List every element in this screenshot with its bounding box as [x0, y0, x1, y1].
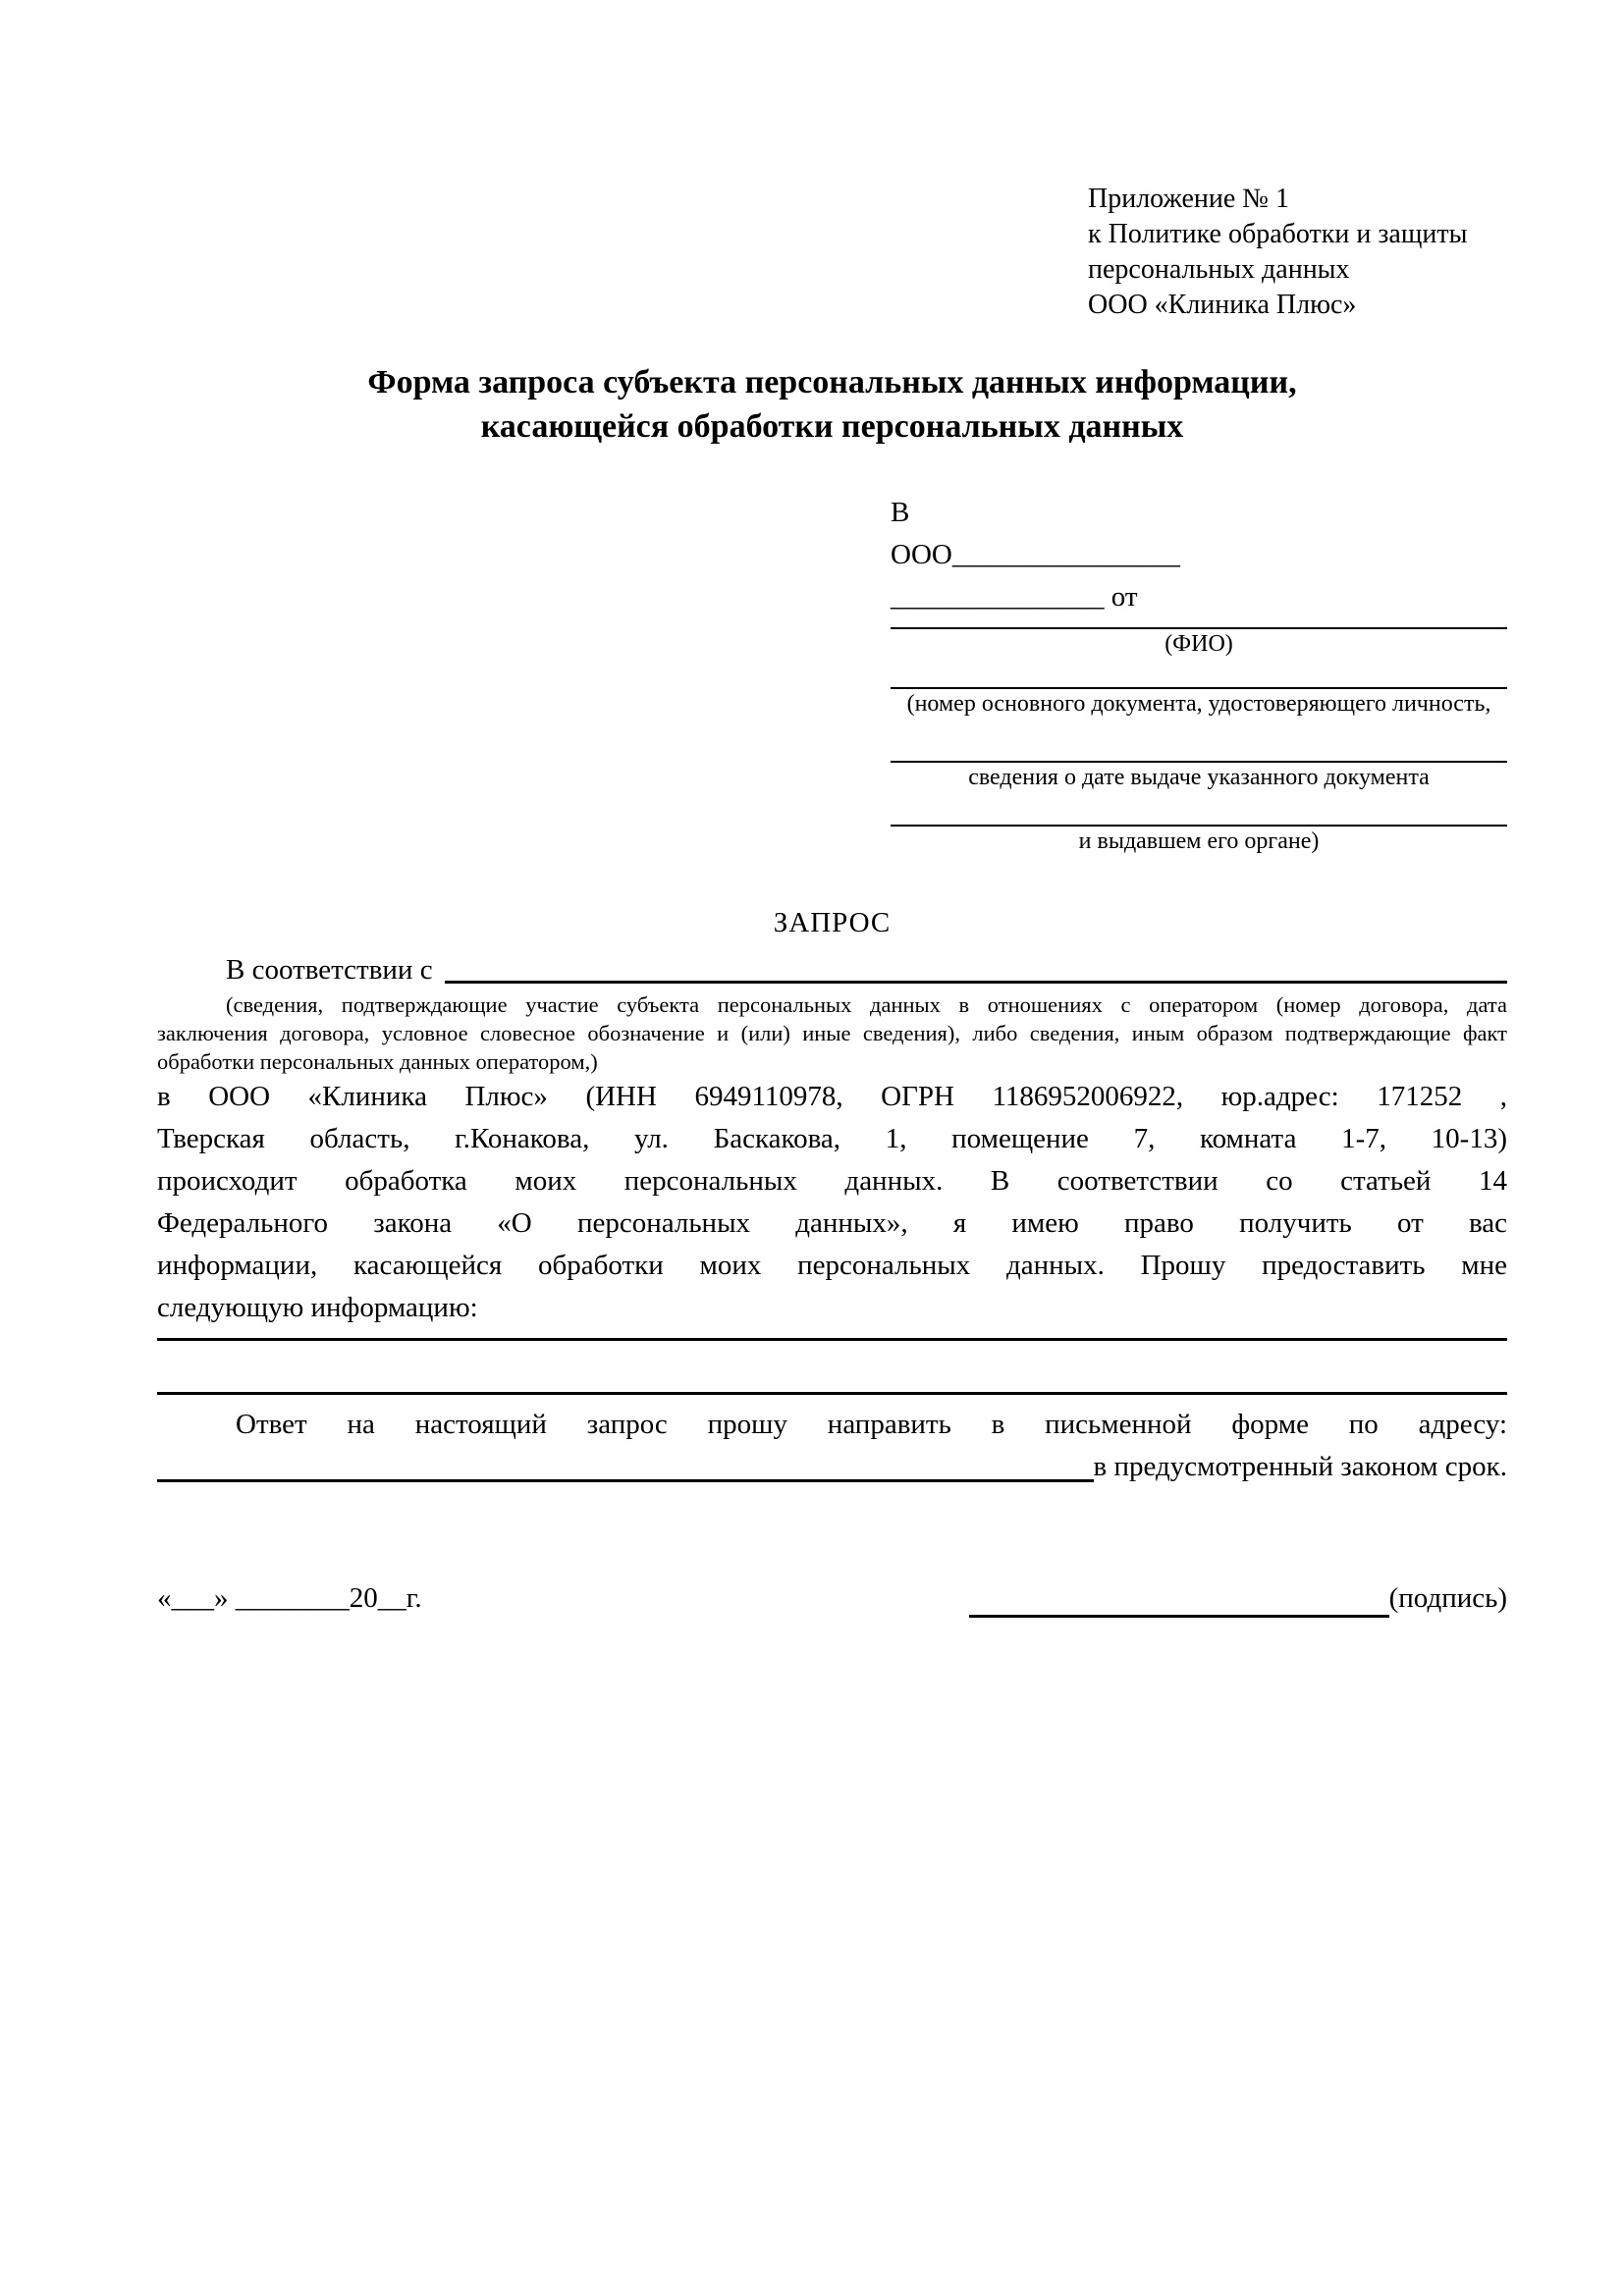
note-line: заключения договора, условное словесное обозначение и (или) иные сведения), либо сведения, иным образом подтверждающие факт — [157, 1021, 1507, 1045]
addressee-block — [891, 492, 1507, 855]
body-paragraph — [157, 1076, 1507, 1329]
body-line: Федерального закона «О персональных данных», я имею право получить от вас — [157, 1207, 1507, 1239]
from-blank-row — [891, 576, 1507, 618]
issuer-blank-line — [891, 791, 1507, 827]
addressee-to-label: В — [891, 497, 910, 528]
request-heading: ЗАПРОС — [773, 907, 892, 938]
issue-date-blank-line — [891, 718, 1507, 763]
note-line: обработки персональных данных оператором,) — [157, 1049, 598, 1074]
reply-address-row — [157, 1445, 1507, 1488]
document-title — [157, 360, 1507, 449]
address-blank-line — [157, 1479, 1094, 1482]
signature-area — [969, 1578, 1507, 1618]
signature-caption: (подпись) — [1388, 1582, 1507, 1614]
note-paragraph — [157, 990, 1507, 1076]
body-line: в ООО «Клиника Плюс» (ИНН 6949110978, ОГРН 1186952006922, юр.адрес: 171252 , — [157, 1081, 1507, 1112]
info-blank-line-1 — [157, 1329, 1507, 1341]
reply-suffix: в предусмотренный законом срок. — [1093, 1451, 1507, 1482]
info-blank-line-2 — [157, 1341, 1507, 1395]
footer-row — [157, 1578, 1507, 1618]
body-line: следующую информацию: — [157, 1292, 478, 1323]
fio-blank-line — [891, 618, 1507, 629]
basis-blank-line — [445, 981, 1507, 984]
reply-paragraph — [157, 1404, 1507, 1488]
appendix-header — [1088, 182, 1507, 323]
fio-caption: (ФИО) — [1164, 631, 1233, 657]
body-line: информации, касающейся обработки моих персональных данных. Прошу предоставить мне — [157, 1250, 1507, 1281]
from-label: от — [1110, 581, 1138, 613]
appendix-header-line: персональных данных — [1088, 254, 1350, 285]
from-blank: _______________ — [891, 581, 1105, 613]
issuer-caption: и выдавшем его органе) — [1078, 828, 1320, 854]
appendix-header-line: к Политике обработки и защиты — [1088, 219, 1468, 249]
date-blank: «___» ________20__г. — [157, 1582, 422, 1614]
company-name-blank: ООО________________ — [891, 539, 1180, 570]
body-line: Тверская область, г.Конакова, ул. Баскакова, 1, помещение 7, комната 1-7, 10-13) — [157, 1123, 1507, 1154]
doc-number-blank-line — [891, 658, 1507, 689]
note-line: (сведения, подтверждающие участие субъекта персональных данных в отношениях с оператором (номер договора, дата — [226, 992, 1507, 1017]
appendix-header-line: Приложение № 1 — [1088, 184, 1289, 214]
appendix-header-line: ООО «Клиника Плюс» — [1088, 290, 1357, 320]
reply-line: Ответ на настоящий запрос прошу направить в письменной форме по адресу: — [236, 1409, 1507, 1440]
body-line: происходит обработка моих персональных данных. В соответствии со статьей 14 — [157, 1165, 1507, 1197]
signature-blank-line — [969, 1581, 1389, 1618]
doc-number-caption: (номер основного документа, удостоверяющего личность, — [906, 691, 1491, 717]
intro-prefix: В соответствии с — [226, 954, 433, 986]
document-title-line: касающейся обработки персональных данных — [480, 408, 1184, 445]
issue-date-caption: сведения о дате выдаче указанного документа — [968, 765, 1430, 790]
intro-row — [157, 949, 1507, 990]
document-title-line: Форма запроса субъекта персональных данных информации, — [367, 364, 1297, 400]
